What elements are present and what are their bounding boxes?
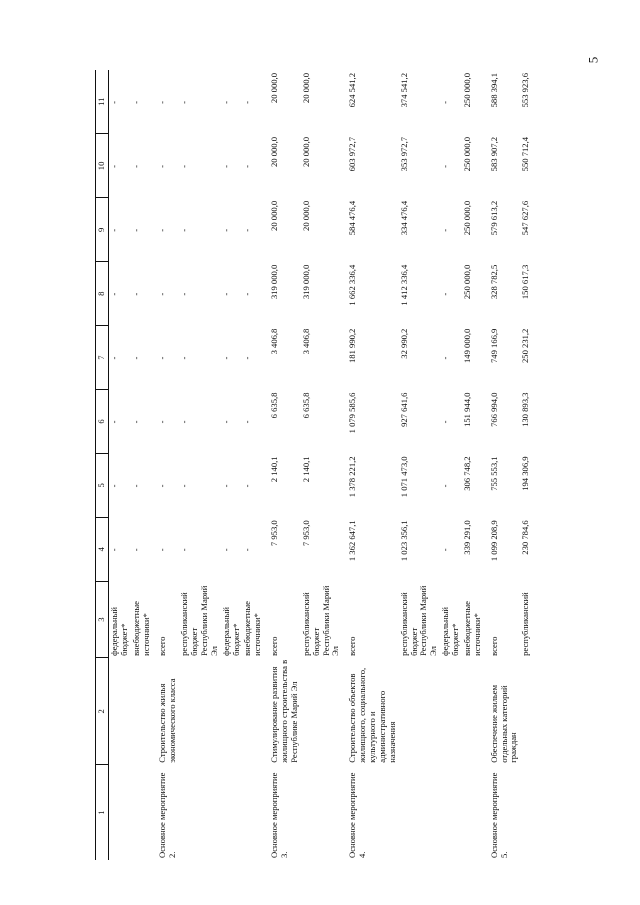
value-cell: 583 907,2: [488, 136, 499, 172]
value-cell: 20 000,0: [269, 73, 280, 104]
value-cell: -: [242, 228, 253, 232]
value-cell: 749 166,9: [488, 328, 499, 364]
value-cell: -: [179, 484, 190, 488]
measure-name-cell: Стимулирование развития жилищного строительства в Республике Марий Эл: [269, 659, 299, 763]
value-cell: -: [157, 548, 168, 552]
value-cell: -: [108, 101, 119, 104]
value-cell: 250 231,2: [520, 328, 531, 364]
value-cell: 130 893,3: [520, 392, 531, 427]
header-cell: 8: [96, 262, 109, 326]
value-cell: -: [130, 292, 141, 296]
value-cell: -: [440, 292, 451, 296]
value-cell: 553 923,6: [520, 73, 531, 108]
header-cell: 3: [96, 581, 109, 658]
measure-name-cell: [399, 658, 441, 765]
value-cell: -: [440, 164, 451, 168]
measure-name-cell: [131, 658, 153, 765]
value-cell: -: [157, 356, 168, 360]
value-cell: 927 641,6: [398, 392, 409, 427]
measure-number-cell: [179, 765, 221, 860]
value-cell: 194 306,9: [520, 456, 531, 491]
value-cell: -: [179, 292, 190, 296]
value-cell: 1 362 647,1: [347, 520, 358, 562]
value-cell: -: [157, 484, 168, 488]
table-row: [152, 70, 179, 860]
value-cell: -: [220, 484, 231, 488]
table-row: [484, 70, 521, 860]
funding-source-cell: всего: [269, 636, 280, 656]
value-cell: -: [440, 101, 451, 104]
value-cell: 579 613,2: [488, 200, 499, 236]
value-cell: -: [242, 164, 253, 168]
value-cell: -: [108, 164, 119, 168]
value-cell: 20 000,0: [269, 200, 280, 231]
value-cell: -: [220, 292, 231, 296]
rotated-table-container: [95, 70, 573, 860]
header-cell: 6: [96, 390, 109, 454]
table-row: [462, 70, 484, 860]
value-cell: -: [220, 101, 231, 104]
value-cell: 588 394,1: [488, 73, 499, 108]
funding-source-cell: федеральный бюджет*: [220, 607, 241, 656]
value-cell: -: [108, 356, 119, 360]
value-cell: 250 000,0: [461, 200, 472, 236]
measure-name-cell: Обеспечение жильем отдельных категорий граждан: [488, 684, 519, 763]
header-cell: 9: [96, 198, 109, 262]
value-cell: -: [130, 356, 141, 360]
measure-name-cell: [108, 658, 130, 765]
value-cell: 7 953,0: [269, 520, 280, 547]
value-cell: 550 712,4: [520, 136, 531, 172]
value-cell: 7 953,0: [300, 520, 311, 547]
measure-number-cell: [221, 765, 243, 860]
header-cell: 5: [96, 453, 109, 517]
measure-name-cell: [242, 658, 264, 765]
funding-source-cell: республиканский бюджет Республики Марий Эл: [398, 585, 439, 656]
value-cell: -: [179, 101, 190, 104]
funding-source-cell: всего: [488, 636, 499, 656]
measure-number-cell: [399, 765, 441, 860]
funding-source-cell: всего: [347, 636, 358, 656]
measure-number-cell: Основное мероприятие 3.: [269, 772, 289, 858]
header-cell: 1: [96, 765, 109, 860]
value-cell: -: [242, 484, 253, 488]
measure-number-cell: Основное мероприятие 4.: [347, 772, 368, 858]
value-cell: 32 990,2: [398, 328, 409, 359]
value-cell: 1 662 336,4: [347, 264, 358, 306]
value-cell: 6 635,8: [300, 392, 311, 419]
value-cell: 3 406,8: [300, 328, 311, 355]
value-cell: -: [179, 548, 190, 552]
value-cell: -: [130, 101, 141, 104]
measure-number-cell: [440, 765, 462, 860]
value-cell: -: [179, 228, 190, 232]
header-cell: 4: [96, 517, 109, 581]
value-cell: 584 476,4: [347, 200, 358, 236]
value-cell: 20 000,0: [300, 136, 311, 168]
funding-source-cell: внебюджетные источники*: [461, 601, 482, 656]
value-cell: 624 541,2: [347, 73, 358, 108]
funding-source-cell: всего: [157, 636, 168, 656]
table-row: [242, 70, 264, 860]
value-cell: 547 627,6: [520, 200, 531, 236]
funding-source-cell: республиканский бюджет Республики Марий Эл: [300, 585, 341, 656]
value-cell: -: [242, 292, 253, 296]
value-cell: -: [157, 228, 168, 232]
value-cell: -: [220, 164, 231, 168]
measure-name-cell: [179, 658, 221, 765]
value-cell: 1 412 336,4: [398, 264, 409, 306]
value-cell: 319 000,0: [269, 264, 280, 300]
funding-source-cell: федеральный бюджет*: [108, 607, 129, 656]
value-cell: -: [179, 164, 190, 168]
value-cell: 766 994,0: [488, 392, 499, 427]
value-cell: 181 990,2: [347, 328, 358, 364]
value-cell: 2 140,1: [300, 456, 311, 483]
value-cell: 1 378 221,2: [347, 456, 358, 498]
measure-number-cell: Основное мероприятие 5.: [488, 772, 509, 858]
value-cell: -: [440, 548, 451, 552]
header-row: [96, 70, 109, 860]
measure-number-cell: [462, 765, 484, 860]
table-row: [221, 70, 243, 860]
value-cell: 150 617,3: [520, 264, 531, 300]
value-cell: 339 291,0: [461, 520, 472, 555]
value-cell: -: [179, 356, 190, 360]
value-cell: 353 972,7: [398, 136, 409, 172]
value-cell: -: [157, 164, 168, 168]
measure-number-cell: Основное мероприятие 2.: [157, 772, 178, 858]
value-cell: 20 000,0: [300, 73, 311, 104]
table-row: [108, 70, 130, 860]
header-cell: 2: [96, 658, 109, 765]
value-cell: 328 782,5: [488, 264, 499, 300]
value-cell: 151 944,0: [461, 392, 472, 427]
measure-number-cell: [301, 765, 343, 860]
value-cell: -: [242, 548, 253, 552]
measure-number-cell: [520, 765, 532, 860]
header-cell: 10: [96, 134, 109, 198]
header-cell: 11: [96, 70, 109, 134]
value-cell: -: [440, 356, 451, 360]
table-row: [264, 70, 301, 860]
measure-number-cell: [108, 765, 130, 860]
value-cell: -: [242, 356, 253, 360]
table-row: [520, 70, 532, 860]
value-cell: 334 476,4: [398, 200, 409, 236]
measure-name-cell: [221, 658, 243, 765]
value-cell: -: [220, 548, 231, 552]
value-cell: -: [130, 164, 141, 168]
table-header: [96, 70, 109, 860]
value-cell: -: [108, 484, 119, 488]
value-cell: -: [108, 228, 119, 232]
funding-source-cell: внебюджетные источники*: [130, 601, 151, 656]
measure-name-cell: [301, 658, 343, 765]
measure-name-cell: [440, 658, 462, 765]
value-cell: 2 140,1: [269, 456, 280, 483]
table-row: [440, 70, 462, 860]
measure-name-cell: [520, 658, 532, 765]
funding-source-cell: внебюджетные источники*: [242, 601, 263, 656]
value-cell: -: [440, 228, 451, 232]
page-number: 5: [585, 56, 601, 64]
value-cell: -: [440, 420, 451, 424]
table-row: [399, 70, 441, 860]
value-cell: 20 000,0: [300, 200, 311, 231]
value-cell: 250 000,0: [461, 136, 472, 172]
budget-table: [95, 70, 532, 860]
value-cell: 755 553,1: [488, 456, 499, 491]
measure-name-cell: Строительство объектов жилищного, социального, культурного и административного назначения: [347, 667, 397, 763]
value-cell: -: [130, 228, 141, 232]
measure-number-cell: [131, 765, 153, 860]
measure-name-cell: [462, 658, 484, 765]
value-cell: 230 784,6: [520, 520, 531, 555]
value-cell: -: [157, 292, 168, 296]
value-cell: 319 000,0: [300, 264, 311, 300]
table-row: [179, 70, 221, 860]
value-cell: -: [242, 101, 253, 104]
value-cell: -: [108, 548, 119, 552]
table-row: [342, 70, 398, 860]
funding-source-cell: федеральный бюджет*: [440, 607, 460, 656]
value-cell: 1 071 473,0: [398, 456, 409, 498]
measure-name-cell: Строительство жилья экономического класса: [157, 678, 178, 763]
table-row: [131, 70, 153, 860]
value-cell: -: [220, 228, 231, 232]
value-cell: 374 541,2: [398, 73, 409, 108]
value-cell: 3 406,8: [269, 328, 280, 355]
header-cell: 7: [96, 326, 109, 390]
value-cell: -: [108, 292, 119, 296]
table-row: [301, 70, 343, 860]
funding-source-cell: республиканский бюджет Республики Марий Эл: [179, 585, 219, 656]
value-cell: -: [220, 420, 231, 424]
value-cell: 6 635,8: [269, 392, 280, 419]
value-cell: 250 000,0: [461, 264, 472, 300]
value-cell: 306 748,2: [461, 456, 472, 491]
value-cell: 20 000,0: [269, 136, 280, 168]
value-cell: -: [130, 484, 141, 488]
value-cell: -: [130, 420, 141, 424]
funding-source-cell: республиканский: [520, 592, 531, 656]
value-cell: 1 099 208,9: [488, 520, 499, 562]
value-cell: -: [440, 484, 451, 488]
value-cell: -: [157, 101, 168, 104]
table-body: [108, 70, 532, 860]
value-cell: 149 000,0: [461, 328, 472, 364]
value-cell: 1 079 585,6: [347, 392, 358, 434]
value-cell: -: [157, 420, 168, 424]
value-cell: -: [108, 420, 119, 424]
value-cell: -: [242, 420, 253, 424]
value-cell: -: [220, 356, 231, 360]
value-cell: 603 972,7: [347, 136, 358, 172]
value-cell: -: [130, 548, 141, 552]
value-cell: -: [179, 420, 190, 424]
value-cell: 250 000,0: [461, 73, 472, 108]
measure-number-cell: [242, 765, 264, 860]
value-cell: 1 023 356,1: [398, 520, 409, 562]
